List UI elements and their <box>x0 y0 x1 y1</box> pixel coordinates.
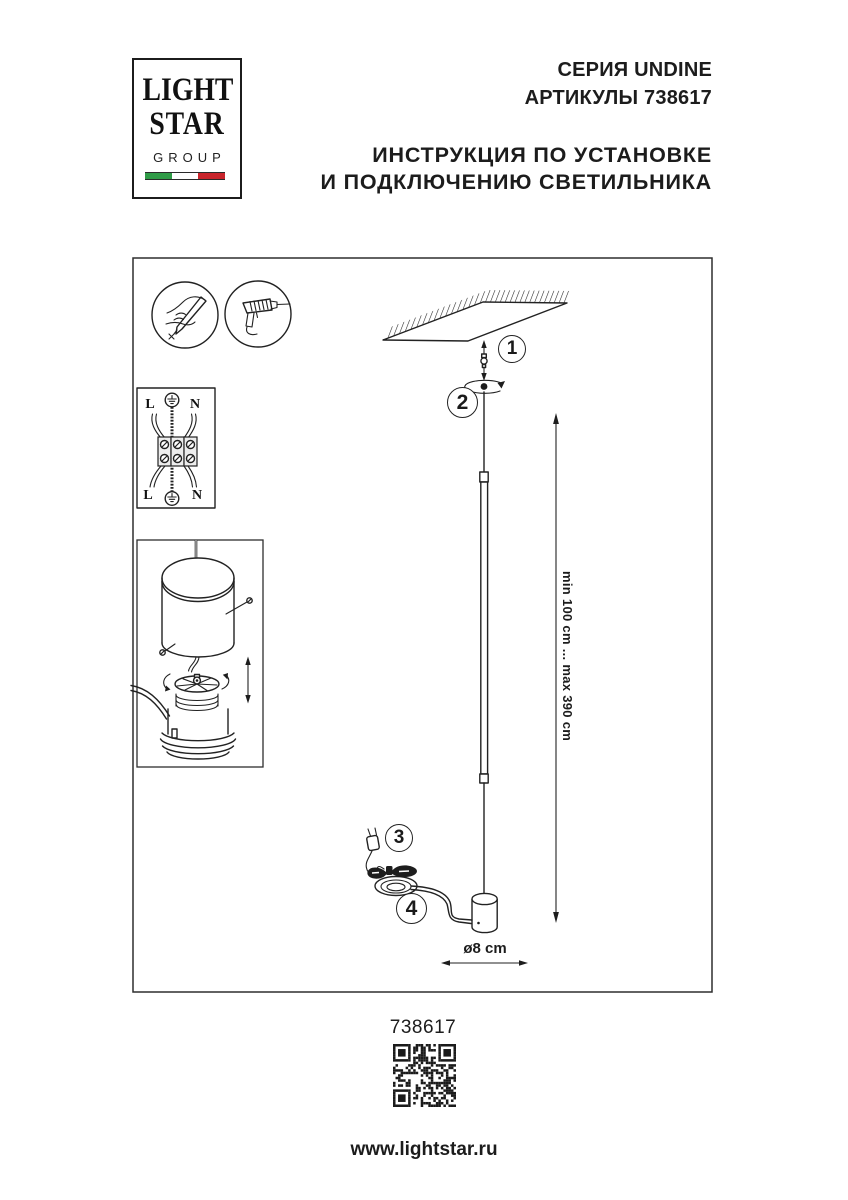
footer-url: www.lightstar.ru <box>350 1139 498 1160</box>
marking-pencil-icon <box>152 282 218 348</box>
logo-word-star: STAR <box>149 106 225 142</box>
articles-line: АРТИКУЛЫ 738617 <box>524 87 712 109</box>
title-line-1: ИНСТРУКЦИЯ ПО УСТАНОВКЕ <box>372 143 712 167</box>
shade-detail <box>131 540 263 767</box>
wiring-label-l-top: L <box>145 397 155 412</box>
wiring-label-n-top: N <box>189 397 201 412</box>
cable-winder-base <box>367 865 417 895</box>
callout-2: 2 <box>447 387 478 418</box>
callout-1: 1 <box>498 335 526 363</box>
logo-word-group: GROUP <box>153 150 226 165</box>
series-line: СЕРИЯ UNDINE <box>557 59 712 81</box>
diameter-dimension-label: ø8 cm <box>463 940 507 957</box>
qr-code <box>393 1044 456 1107</box>
logo-word-light: LIGHT <box>142 72 234 108</box>
callout-4: 4 <box>396 893 427 924</box>
wiring-label-n-bottom: N <box>191 488 203 503</box>
footer-article-number: 738617 <box>389 1017 457 1038</box>
callout-3: 3 <box>385 824 413 852</box>
wiring-label-l-bottom: L <box>143 488 153 503</box>
title-line-2: И ПОДКЛЮЧЕНИЮ СВЕТИЛЬНИКА <box>320 169 712 194</box>
power-plug-icon <box>366 828 384 874</box>
drill-icon <box>225 281 291 347</box>
ceiling-hatch-top <box>483 290 572 303</box>
ground-icon-top <box>165 393 179 407</box>
vertical-dimension-label: min 100 cm ... max 390 cm <box>560 571 575 742</box>
ground-icon-bottom <box>165 492 179 506</box>
